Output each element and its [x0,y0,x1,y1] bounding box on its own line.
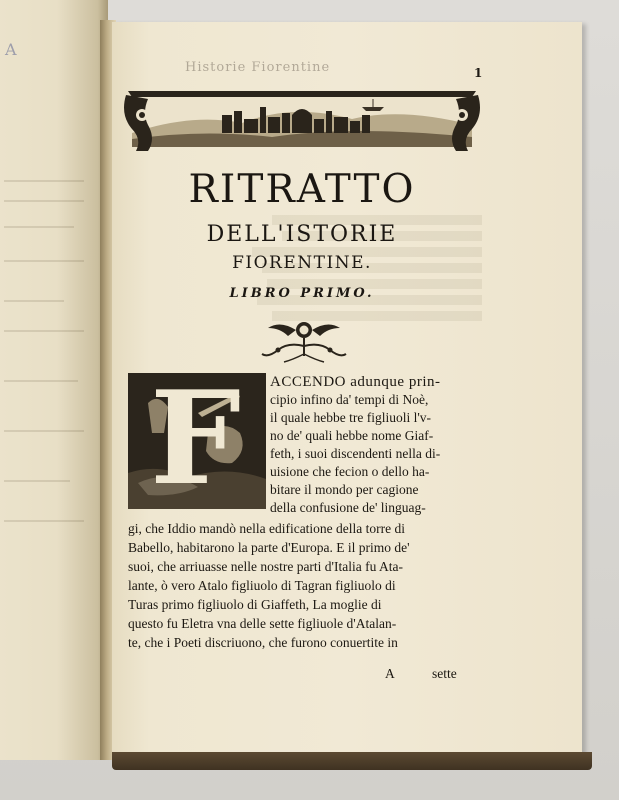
text-line: cipio infino da' tempi di Noè, [270,392,429,407]
running-head-bleed-through: Historie Fiorentine [185,60,331,75]
bleed-through-line [4,260,84,262]
bleed-through-line [4,200,84,202]
signature-mark: A [385,666,395,681]
text-line: della confusione de' linguag- [270,500,426,515]
text-line: te, che i Poeti discriuono, che furono conuertite in [128,635,398,650]
initial-letter: F [150,373,241,509]
bleed-through-line [4,520,84,522]
text-line: uisione che fecion o dello ha- [270,464,430,479]
bleed-through-line [4,300,64,302]
historiated-initial [128,373,266,509]
catchword: sette [432,666,457,681]
bleed-through-line [4,430,84,432]
title-fiorentine: FIORENTINE. [232,253,372,273]
cherub-ornament-icon [258,316,350,366]
text-line: no de' quali hebbe nome Giaf- [270,428,434,443]
text-line: gi, che Iddio mandò nella edificatione della torre di [128,521,406,536]
left-page [0,0,108,760]
book-heading-libro-primo: LIBRO PRIMO. [229,286,375,301]
text-line: bitare il mondo per cagione [270,482,419,497]
bleed-through-line [4,180,84,182]
text-line: questo fu Eletra vna delle sette figliuole d'Atalan- [128,616,397,631]
cover-edge [112,752,592,770]
bleed-through-line [4,330,84,332]
left-page-bleed-mark: A [5,40,17,59]
headpiece-engraving-city-view [122,85,482,157]
text-line: lante, ò vero Atalo figliuolo di Tagran figliuolo di [128,578,396,593]
bleed-through-line [4,226,74,228]
text-line: suoi, che arriuasse nelle nostre parti d'Italia fu Ata- [128,559,403,574]
text-line: ACCENDO adunque prin- [270,374,441,390]
bleed-through-line [4,380,78,382]
bleed-through-line [4,480,70,482]
text-line: il quale hebbe tre figliuoli l'v- [270,410,432,425]
page-number: 1 [474,66,483,80]
title-ritratto: RITRATTO [188,167,416,212]
text-line: Turas primo figliuolo di Giaffeth, La moglie di [128,597,382,612]
text-line: Babello, habitarono la parte d'Europa. E il primo de' [128,540,410,555]
title-dellistorie: DELL'ISTORIE [206,222,398,247]
text-line: feth, i suoi discendenti nella di- [270,446,441,461]
